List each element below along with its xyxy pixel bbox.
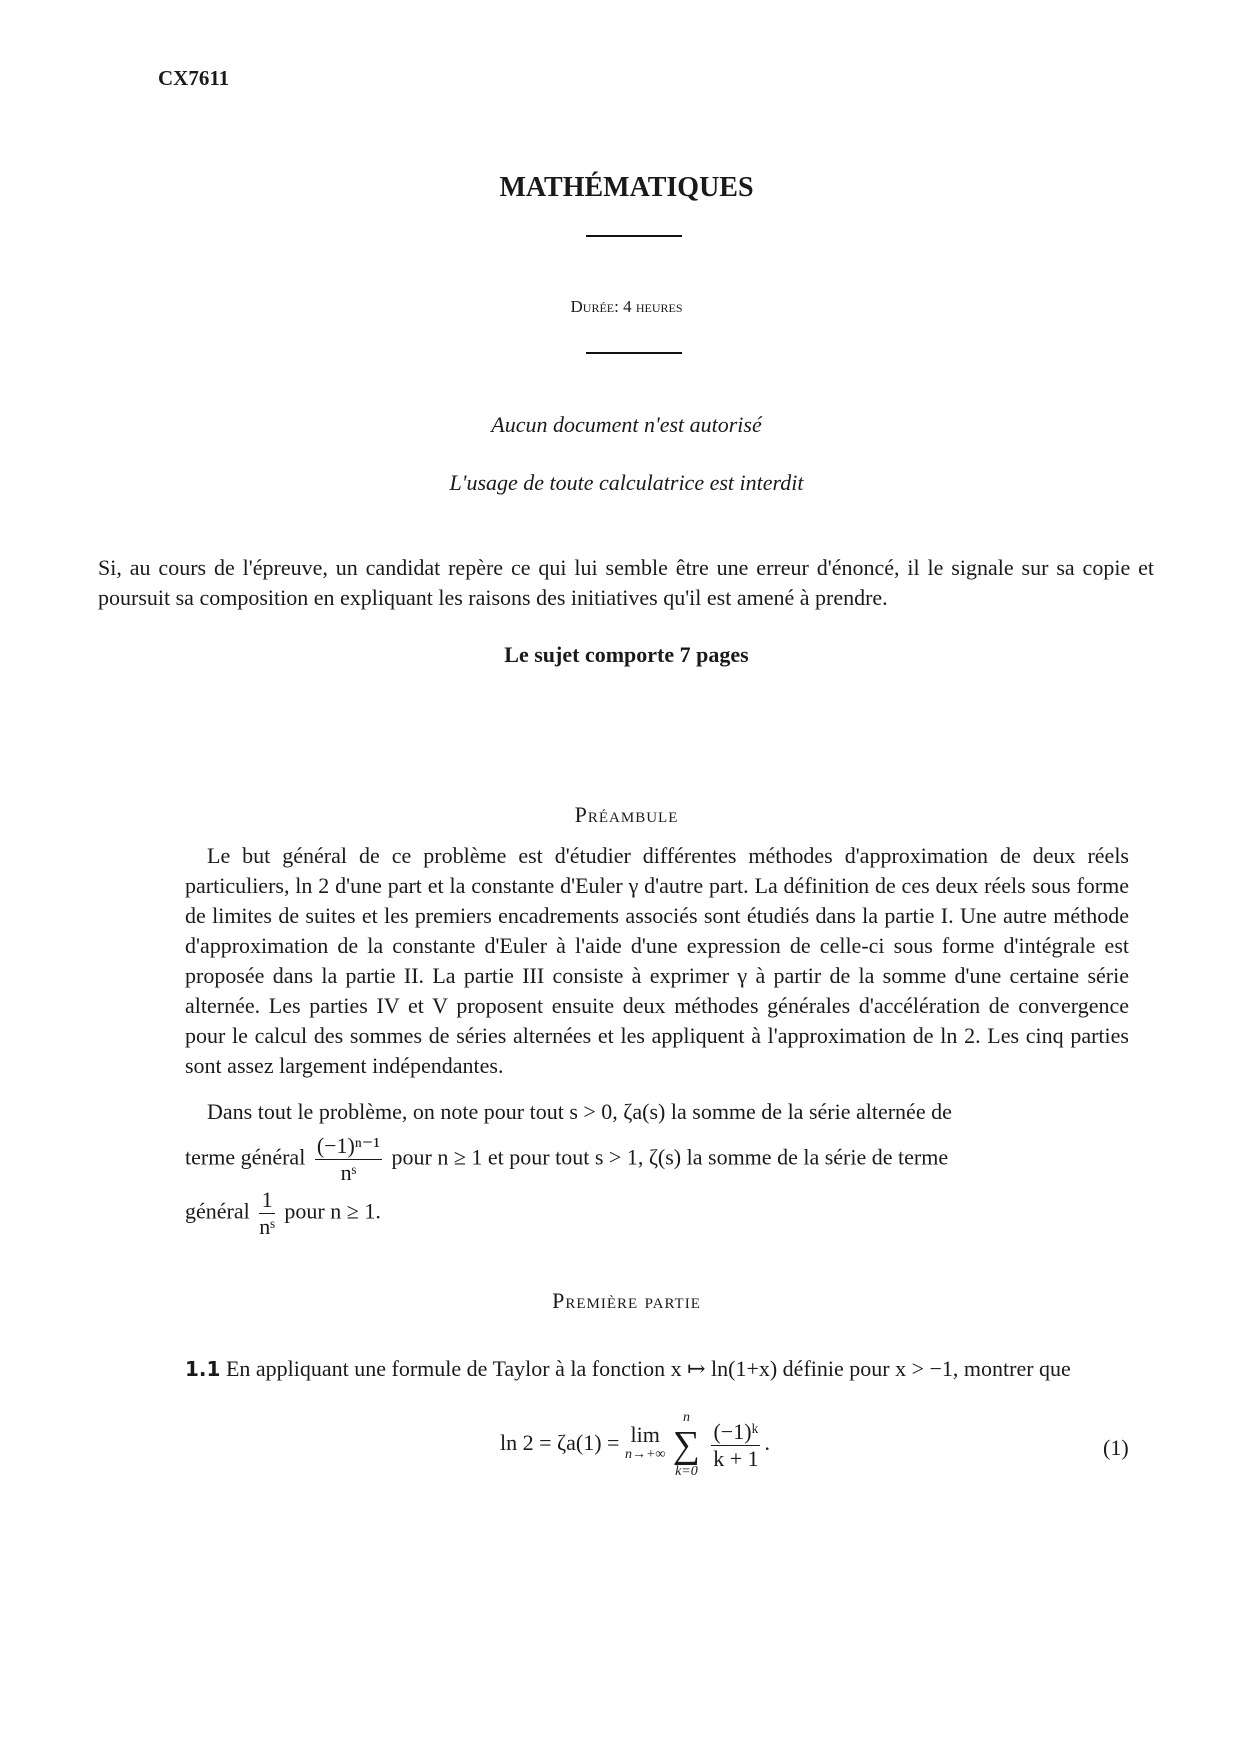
fraction-numerator: (−1)ⁿ⁻¹ [316,1133,381,1158]
fraction [711,1420,760,1471]
sum-lower-bound: k=0 [675,1464,698,1479]
equation-number: (1) [1103,1435,1129,1460]
fraction [259,1188,275,1239]
notation-text: général [185,1198,250,1224]
fraction-denominator: nˢ [340,1160,357,1185]
exam-duration: Durée: 4 heures [570,297,683,316]
page-title: MATHÉMATIQUES [499,172,754,203]
preambule-paragraph: Le but général de ce problème est d'étudier différentes méthodes d'approximation de deux réels particuliers, ln 2 d'une part et la constante d'Euler γ d'autre part. La définition de ces deux réels sous forme de limites de suites et les premiers encadrements associés sont étudiés dans la partie I. Une autre méthode d'approximation de la constante d'Euler à l'aide d'une expression de celle-ci sous forme d'intégrale est proposée dans la partie II. La partie III consiste à exprimer γ à partir de la somme d'une certaine série alternée. Les parties IV et V proposent ensuite deux méthodes générales d'accélération de convergence pour le calcul des sommes de séries alternées et les appliquent à l'approximation de ln 2. Les cinq parties sont assez largement indépendantes. [185,843,1129,1078]
fraction-numerator: (−1)ᵏ [713,1418,759,1444]
equation-lhs: ln 2 = ζa(1) = [500,1430,620,1456]
equation-period: . [764,1430,770,1456]
fraction-denominator: nˢ [259,1214,275,1239]
notation-text: terme général [185,1144,306,1170]
limit [624,1422,666,1465]
limit-subscript: n→+∞ [624,1447,666,1462]
notation-text: pour n ≥ 1. [284,1198,381,1224]
notation-line-1: Dans tout le problème, on note pour tout s > 0, ζa(s) la somme de la série alternée de [207,1099,952,1124]
equation-1 [500,1410,770,1480]
fraction-denominator: k + 1 [713,1445,759,1471]
exam-code: CX7611 [158,66,230,90]
premiere-partie-heading: Première partie [552,1288,701,1313]
notation-text: pour n ≥ 1 et pour tout s > 1, ζ(s) la somme de la série de terme [391,1144,949,1170]
preambule-heading: Préambule [574,802,679,827]
notation-line-2 [185,1134,948,1185]
page-count: Le sujet comporte 7 pages [504,642,749,667]
fraction-numerator: 1 [259,1188,275,1214]
fraction [315,1134,382,1185]
question-1-1 [185,1354,1129,1384]
no-documents-note: Aucun document n'est autorisé [491,412,762,437]
limit-word: lim [630,1422,660,1447]
error-instructions: Si, au cours de l'épreuve, un candidat repère ce qui lui semble être une erreur d'énoncé, il le signale sur sa copie et poursuit sa composition en expliquant les raisons des initiatives qu'il est amené à prendre. [98,555,1154,610]
divider [586,352,682,354]
divider [586,235,682,237]
sum-upper-bound: n [682,1410,690,1425]
no-calculator-note: L'usage de toute calculatrice est interdit [449,470,804,495]
notation-line-3 [185,1188,381,1239]
question-number: 1.1 [185,1357,221,1381]
summation [673,1410,700,1480]
sigma-symbol: ∑ [672,1424,700,1466]
question-text: En appliquant une formule de Taylor à la fonction x ↦ ln(1+x) définie pour x > −1, montrer que [225,1356,1071,1381]
